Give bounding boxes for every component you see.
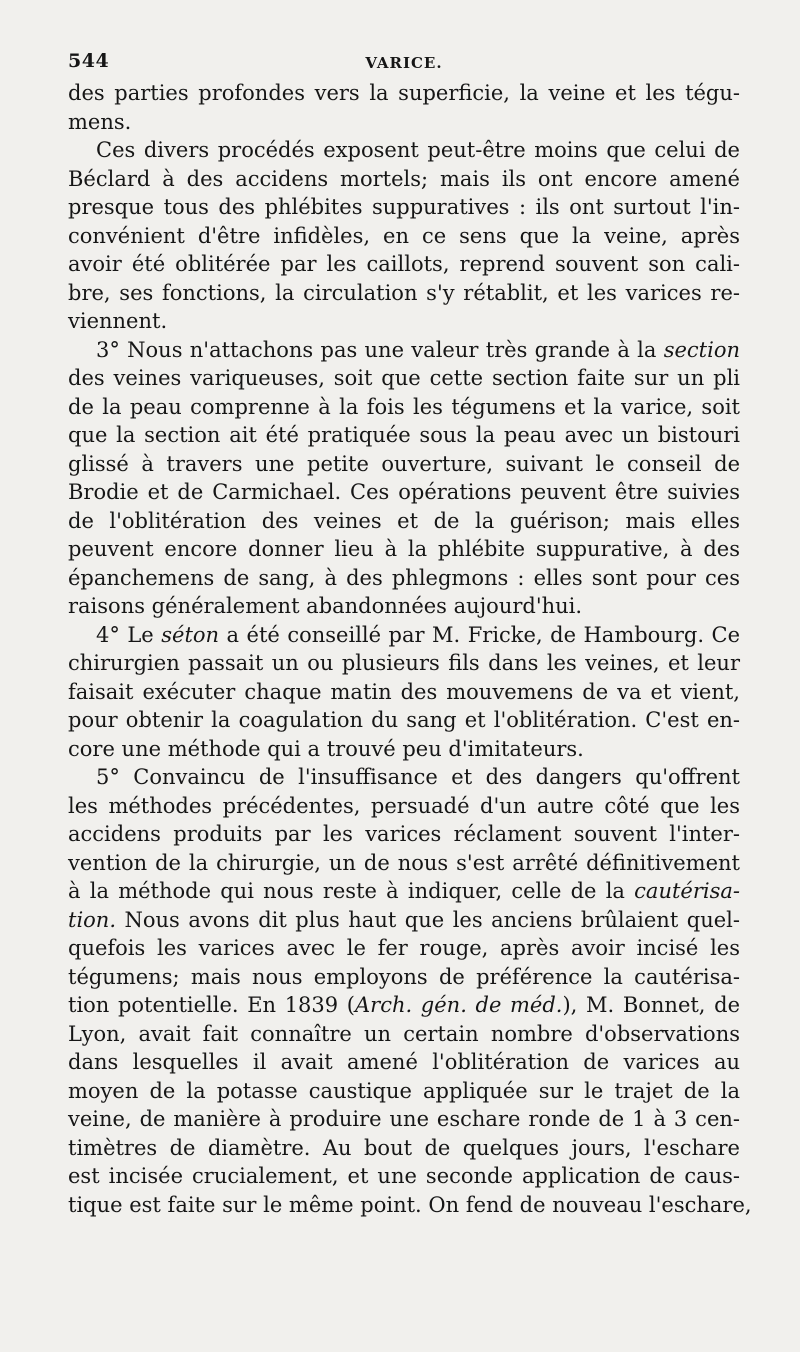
text-line: pour obtenir la coagulation du sang et l'oblitération. C'est en-: [68, 708, 740, 732]
text-line: est incisée crucialement, et une seconde application de caus-: [68, 1164, 740, 1188]
paragraph: [68, 79, 740, 136]
text-line: 5° Convaincu de l'insuffisance et des dangers qu'offrent: [96, 765, 740, 789]
text-line: Ces divers procédés exposent peut-être moins que celui de: [96, 138, 740, 162]
text-line: glissé à travers une petite ouverture, suivant le conseil de: [68, 451, 740, 476]
text-line: des veines variqueuses, soit que cette section faite sur un pli: [68, 366, 740, 390]
text-line: Brodie et de Carmichael. Ces opérations peuvent être suivies: [68, 480, 740, 504]
text-line: faisait exécuter chaque matin des mouvemens de va et vient,: [68, 679, 740, 704]
paragraph: [68, 136, 740, 336]
text-line: tique est faite sur le même point. On fend de nouveau l'eschare,: [68, 1192, 752, 1217]
text-line: à la méthode qui nous reste à indiquer, celle de la cautérisa-: [68, 879, 740, 903]
text-line: chirurgien passait un ou plusieurs fils dans les veines, et leur: [68, 651, 740, 675]
text-line: dans lesquelles il avait amené l'oblitération de varices au: [68, 1050, 740, 1074]
text-line: les méthodes précédentes, persuadé d'un autre côté que les: [68, 793, 740, 818]
paragraph: [68, 763, 752, 1219]
body-text: [68, 79, 752, 1219]
paragraph: [68, 336, 740, 621]
text-line: timètres de diamètre. Au bout de quelques jours, l'eschare: [68, 1135, 740, 1160]
text-line: convénient d'être infidèles, en ce sens que la veine, après: [68, 223, 740, 248]
text-line: viennent.: [68, 309, 168, 333]
running-title: VARICE.: [365, 54, 443, 72]
text-line: accidens produits par les varices réclament souvent l'inter-: [68, 822, 740, 846]
text-line: avoir été oblitérée par les caillots, reprend souvent son cali-: [68, 252, 740, 276]
text-line: Lyon, avait fait connaître un certain nombre d'observations: [68, 1021, 740, 1046]
text-line: bre, ses fonctions, la circulation s'y rétablit, et les varices re-: [68, 280, 740, 305]
page-header: [68, 50, 740, 76]
text-line: tion potentielle. En 1839 (Arch. gén. de méd.), M. Bonnet, de: [68, 993, 740, 1017]
text-line: tégumens; mais nous employons de préférence la cautérisa-: [68, 964, 740, 989]
text-line: des parties profondes vers la superficie, la veine et les tégu-: [68, 81, 740, 105]
text-line: de la peau comprenne à la fois les tégumens et la varice, soit: [68, 394, 740, 419]
text-line: raisons généralement abandonnées aujourd'hui.: [68, 594, 583, 618]
text-line: vention de la chirurgie, un de nous s'est arrêté définitivement: [68, 850, 740, 875]
text-line: quefois les varices avec le fer rouge, après avoir incisé les: [68, 936, 740, 960]
text-line: 4° Le séton a été conseillé par M. Fricke, de Hambourg. Ce: [96, 622, 741, 647]
text-line: Béclard à des accidens mortels; mais ils ont encore amené: [68, 166, 740, 191]
text-line: que la section ait été pratiquée sous la peau avec un bistouri: [68, 423, 740, 447]
paragraph: [68, 621, 740, 764]
text-line: presque tous des phlébites suppuratives : ils ont surtout l'in-: [68, 195, 740, 219]
text-line: veine, de manière à produire une eschare ronde de 1 à 3 cen-: [68, 1107, 740, 1131]
text-line: peuvent encore donner lieu à la phlébite suppurative, à des: [68, 537, 740, 561]
text-line: moyen de la potasse caustique appliquée sur le trajet de la: [68, 1078, 740, 1103]
text-line: 3° Nous n'attachons pas une valeur très grande à la section: [96, 337, 740, 362]
text-line: épanchemens de sang, à des phlegmons : elles sont pour ces: [68, 565, 740, 590]
text-line: mens.: [68, 109, 132, 134]
text-line: tion. Nous avons dit plus haut que les anciens brûlaient quel-: [68, 907, 740, 932]
page-number: 544: [68, 50, 110, 72]
text-line: core une méthode qui a trouvé peu d'imitateurs.: [68, 736, 584, 761]
text-line: de l'oblitération des veines et de la guérison; mais elles: [68, 508, 740, 533]
